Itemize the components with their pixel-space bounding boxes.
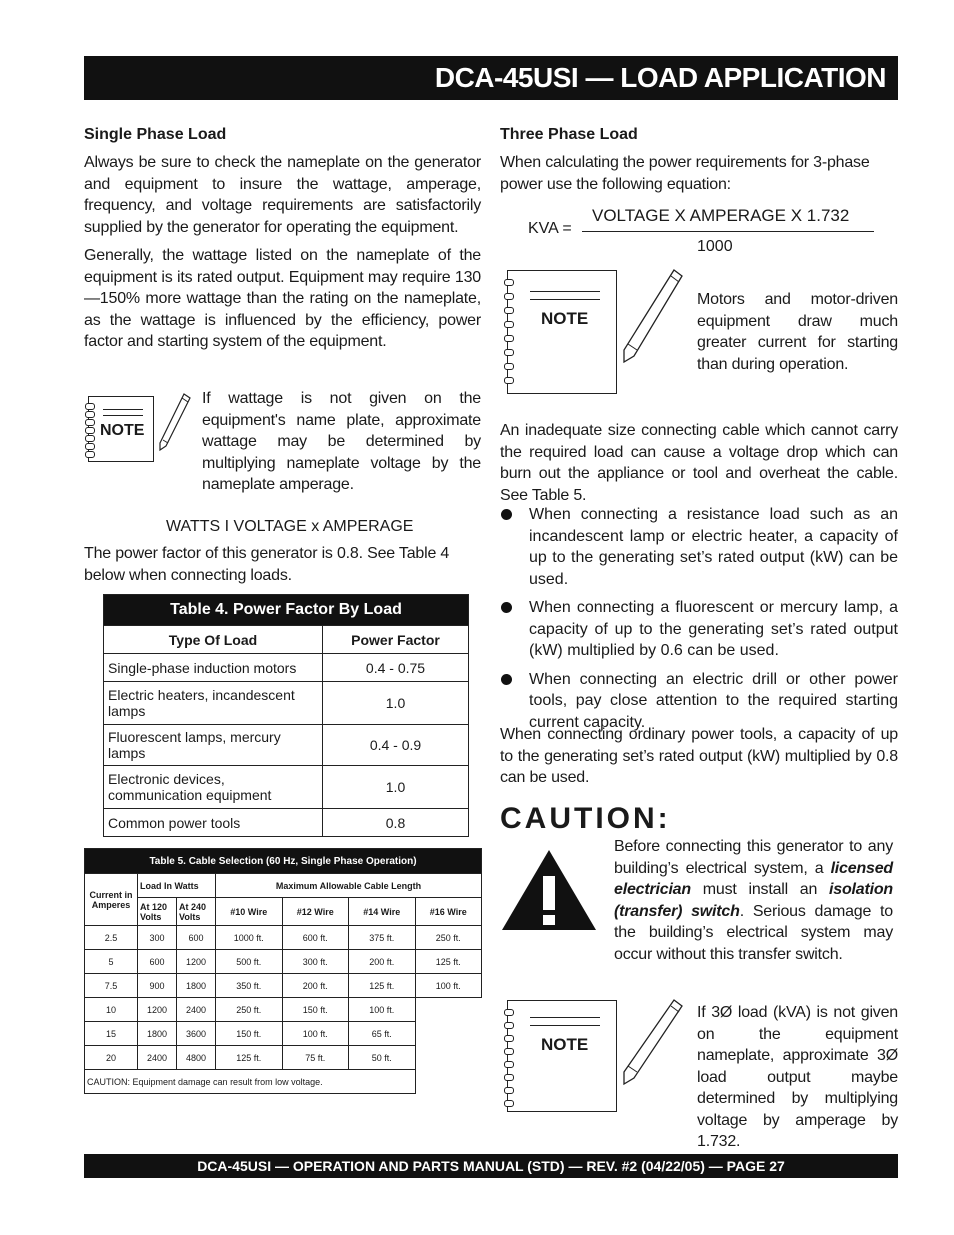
table5-cell: 100 ft. — [282, 1022, 349, 1046]
table5-cell: 375 ft. — [349, 926, 416, 950]
list-item — [500, 504, 898, 590]
table-row — [85, 1022, 482, 1046]
power-factor-para: The power factor of this generator is 0.8. See Table 4 below when connecting loads. — [84, 545, 450, 584]
table5-cell: 100 ft. — [415, 974, 482, 998]
table4-caption: Table 4. Power Factor By Load — [104, 595, 469, 626]
table5-cell: 15 — [85, 1022, 138, 1046]
table5-cell: 600 — [138, 950, 177, 974]
table-row — [85, 998, 482, 1022]
three-phase-intro: When calculating the power requirements for 3-phase power use the following equation: — [500, 154, 870, 193]
note-icon-3phase — [500, 994, 690, 1114]
table-row — [104, 725, 469, 766]
three-phase-heading: Three Phase Load — [500, 126, 638, 143]
table5-subheader: #10 Wire — [216, 898, 283, 926]
table5-cell: 7.5 — [85, 974, 138, 998]
table5-header-load: Load In Watts — [138, 874, 216, 898]
note-icon-left — [84, 390, 196, 470]
header-bar — [84, 56, 898, 100]
table5-cell: 150 ft. — [216, 1022, 283, 1046]
list-item — [500, 597, 898, 662]
table5-cell: 125 ft. — [415, 950, 482, 974]
bullet-text: When connecting a resistance load such as an incandescent lamp or electric heater, a capacity of up to the generating set’s rated output (kW) can be used. — [529, 506, 898, 588]
bullet-text: When connecting a fluorescent or mercury lamp, a capacity of up to the generating set’s rated output (kW) multiplied by 0.6 can be used. — [529, 599, 898, 659]
caution-text-part: . Serious damage to the building’s electrical system may occur without this transfer switch. — [614, 902, 893, 963]
note-wattage-text: If wattage is not given on the equipment's name plate, approximate wattage may be determined by multiplying nameplate voltage by the nameplate amperage. — [202, 390, 481, 493]
caution-text-part: must install an — [690, 881, 830, 898]
table5-empty-cell — [415, 1022, 482, 1046]
table5-cell: 50 ft. — [349, 1046, 416, 1070]
note-label: NOTE — [100, 422, 145, 439]
table5-cell: 600 ft. — [282, 926, 349, 950]
kva-numerator: VOLTAGE X AMPERAGE X 1.732 — [592, 206, 850, 225]
table-row — [104, 809, 469, 837]
table5-cell: 2400 — [138, 1046, 177, 1070]
table5-cell: 300 — [138, 926, 177, 950]
table5-cell: 1800 — [177, 974, 216, 998]
table4-cell: 0.8 — [323, 809, 469, 837]
caution-emphasis-switch: isolation (transfer) switch — [614, 881, 893, 920]
table4-header-factor: Power Factor — [323, 626, 469, 654]
caution-text — [614, 836, 893, 965]
caution-title: CAUTION: — [500, 802, 671, 835]
note-motors-text: Motors and motor-driven equipment draw much greater current for starting than during operation. — [697, 291, 898, 373]
table4-cell: 0.4 - 0.9 — [323, 725, 469, 766]
table5-subheader: #14 Wire — [349, 898, 416, 926]
table5-subheader: At 120 Volts — [138, 898, 177, 926]
kva-fraction-line — [582, 231, 874, 232]
page-title: DCA-45USI — LOAD APPLICATION — [434, 62, 886, 93]
table5-cell: 125 ft. — [349, 974, 416, 998]
cable-selection-table — [84, 848, 482, 1094]
table5-cell: 10 — [85, 998, 138, 1022]
warning-icon — [500, 848, 598, 932]
table-row — [104, 682, 469, 725]
kva-label: KVA = — [528, 220, 572, 237]
caution-emphasis-electrician: licensed electrician — [614, 859, 893, 898]
power-tools-para: When connecting ordinary power tools, a capacity of up to the generating set’s rated output (kW) multiplied by 0.8 can be used. — [500, 726, 898, 786]
pencil-icon — [618, 264, 686, 368]
table-row — [104, 766, 469, 809]
table5-cell: 250 ft. — [415, 926, 482, 950]
single-phase-heading: Single Phase Load — [84, 126, 227, 143]
bullet-icon — [501, 674, 512, 685]
table5-cell: 200 ft. — [282, 974, 349, 998]
table5-cell: 65 ft. — [349, 1022, 416, 1046]
table5-cell: 1000 ft. — [216, 926, 283, 950]
table5-subheader: At 240 Volts — [177, 898, 216, 926]
single-phase-para-1: Always be sure to check the nameplate on the generator and equipment to insure the wattage, amperage, frequency, and voltage requirements are satisfactorily supplied by the generator for operating the equipment. — [84, 154, 481, 236]
table5-empty-cell — [415, 1070, 482, 1094]
table4-header-type: Type Of Load — [104, 626, 323, 654]
table-row — [85, 974, 482, 998]
table5-cell: 4800 — [177, 1046, 216, 1070]
table5-cell: 3600 — [177, 1022, 216, 1046]
table5-cell: 2.5 — [85, 926, 138, 950]
table5-caption: Table 5. Cable Selection (60 Hz, Single Phase Operation) — [85, 849, 482, 874]
table-row — [104, 654, 469, 682]
pencil-icon — [618, 994, 686, 1090]
table5-cell: 900 — [138, 974, 177, 998]
table5-cell: 2400 — [177, 998, 216, 1022]
table5-cell: 250 ft. — [216, 998, 283, 1022]
note-label: NOTE — [541, 1035, 589, 1054]
table5-caution-note: CAUTION: Equipment damage can result from low voltage. — [85, 1070, 416, 1094]
table4-cell: 0.4 - 0.75 — [323, 654, 469, 682]
footer-bar: DCA-45USI — OPERATION AND PARTS MANUAL (STD) — REV. #2 (04/22/05) — PAGE 27 — [84, 1154, 898, 1178]
table4-cell: Electronic devices, communication equipment — [104, 766, 323, 809]
table5-cell: 100 ft. — [349, 998, 416, 1022]
notepad-icon — [88, 396, 154, 462]
caution-text-part: Before connecting this generator to any building’s electrical system, a — [614, 838, 893, 877]
table5-cell: 20 — [85, 1046, 138, 1070]
table4-cell: Single-phase induction motors — [104, 654, 323, 682]
table4-cell: Fluorescent lamps, mercury lamps — [104, 725, 323, 766]
table5-header-current: Current in Amperes — [85, 874, 138, 926]
notepad-icon — [507, 1000, 617, 1112]
table5-cell: 5 — [85, 950, 138, 974]
table-row — [85, 1046, 482, 1070]
table4-cell: Electric heaters, incandescent lamps — [104, 682, 323, 725]
table5-cell: 1800 — [138, 1022, 177, 1046]
note-label: NOTE — [541, 309, 589, 328]
cable-para: An inadequate size connecting cable which cannot carry the required load can cause a voltage drop which can burn out the appliance or tool and overheat the cable. See Table 5. — [500, 422, 898, 504]
table5-subheader: #16 Wire — [415, 898, 482, 926]
table-row — [85, 950, 482, 974]
note-icon-motors — [500, 264, 690, 396]
table5-header-cable: Maximum Allowable Cable Length — [216, 874, 482, 898]
load-bullet-list — [500, 504, 898, 740]
table5-cell: 75 ft. — [282, 1046, 349, 1070]
bullet-icon — [501, 602, 512, 613]
single-phase-para-2: Generally, the wattage listed on the nameplate of the equipment is its rated output. Equipment may require 130—150% more wattage than the rating on the nameplate, as the wattage is influenced by the efficiency, power factor and starting system of the equipment. — [84, 247, 481, 350]
table5-subheader: #12 Wire — [282, 898, 349, 926]
pencil-icon — [154, 390, 194, 454]
note-3phase-text: If 3Ø load (kVA) is not given on the equipment nameplate, approximate 3Ø load output maybe determined by multiplying voltage by amperage by 1.732. — [697, 1004, 898, 1150]
table5-cell: 150 ft. — [282, 998, 349, 1022]
table5-cell: 600 — [177, 926, 216, 950]
table-row — [85, 926, 482, 950]
bullet-text: When connecting an electric drill or other power tools, pay close attention to the required starting current capacity. — [529, 670, 898, 731]
watts-formula: WATTS I VOLTAGE x AMPERAGE — [166, 518, 414, 535]
table5-cell: 350 ft. — [216, 974, 283, 998]
kva-denominator: 1000 — [697, 238, 733, 255]
power-factor-table — [103, 594, 469, 837]
table4-cell: Common power tools — [104, 809, 323, 837]
notepad-icon — [507, 270, 617, 394]
table5-cell: 500 ft. — [216, 950, 283, 974]
table5-cell: 1200 — [177, 950, 216, 974]
table5-cell: 300 ft. — [282, 950, 349, 974]
table4-cell: 1.0 — [323, 682, 469, 725]
table5-cell: 200 ft. — [349, 950, 416, 974]
table4-cell: 1.0 — [323, 766, 469, 809]
bullet-icon — [501, 509, 512, 520]
table5-cell: 1200 — [138, 998, 177, 1022]
table5-empty-cell — [415, 1046, 482, 1070]
table5-cell: 125 ft. — [216, 1046, 283, 1070]
table5-empty-cell — [415, 998, 482, 1022]
